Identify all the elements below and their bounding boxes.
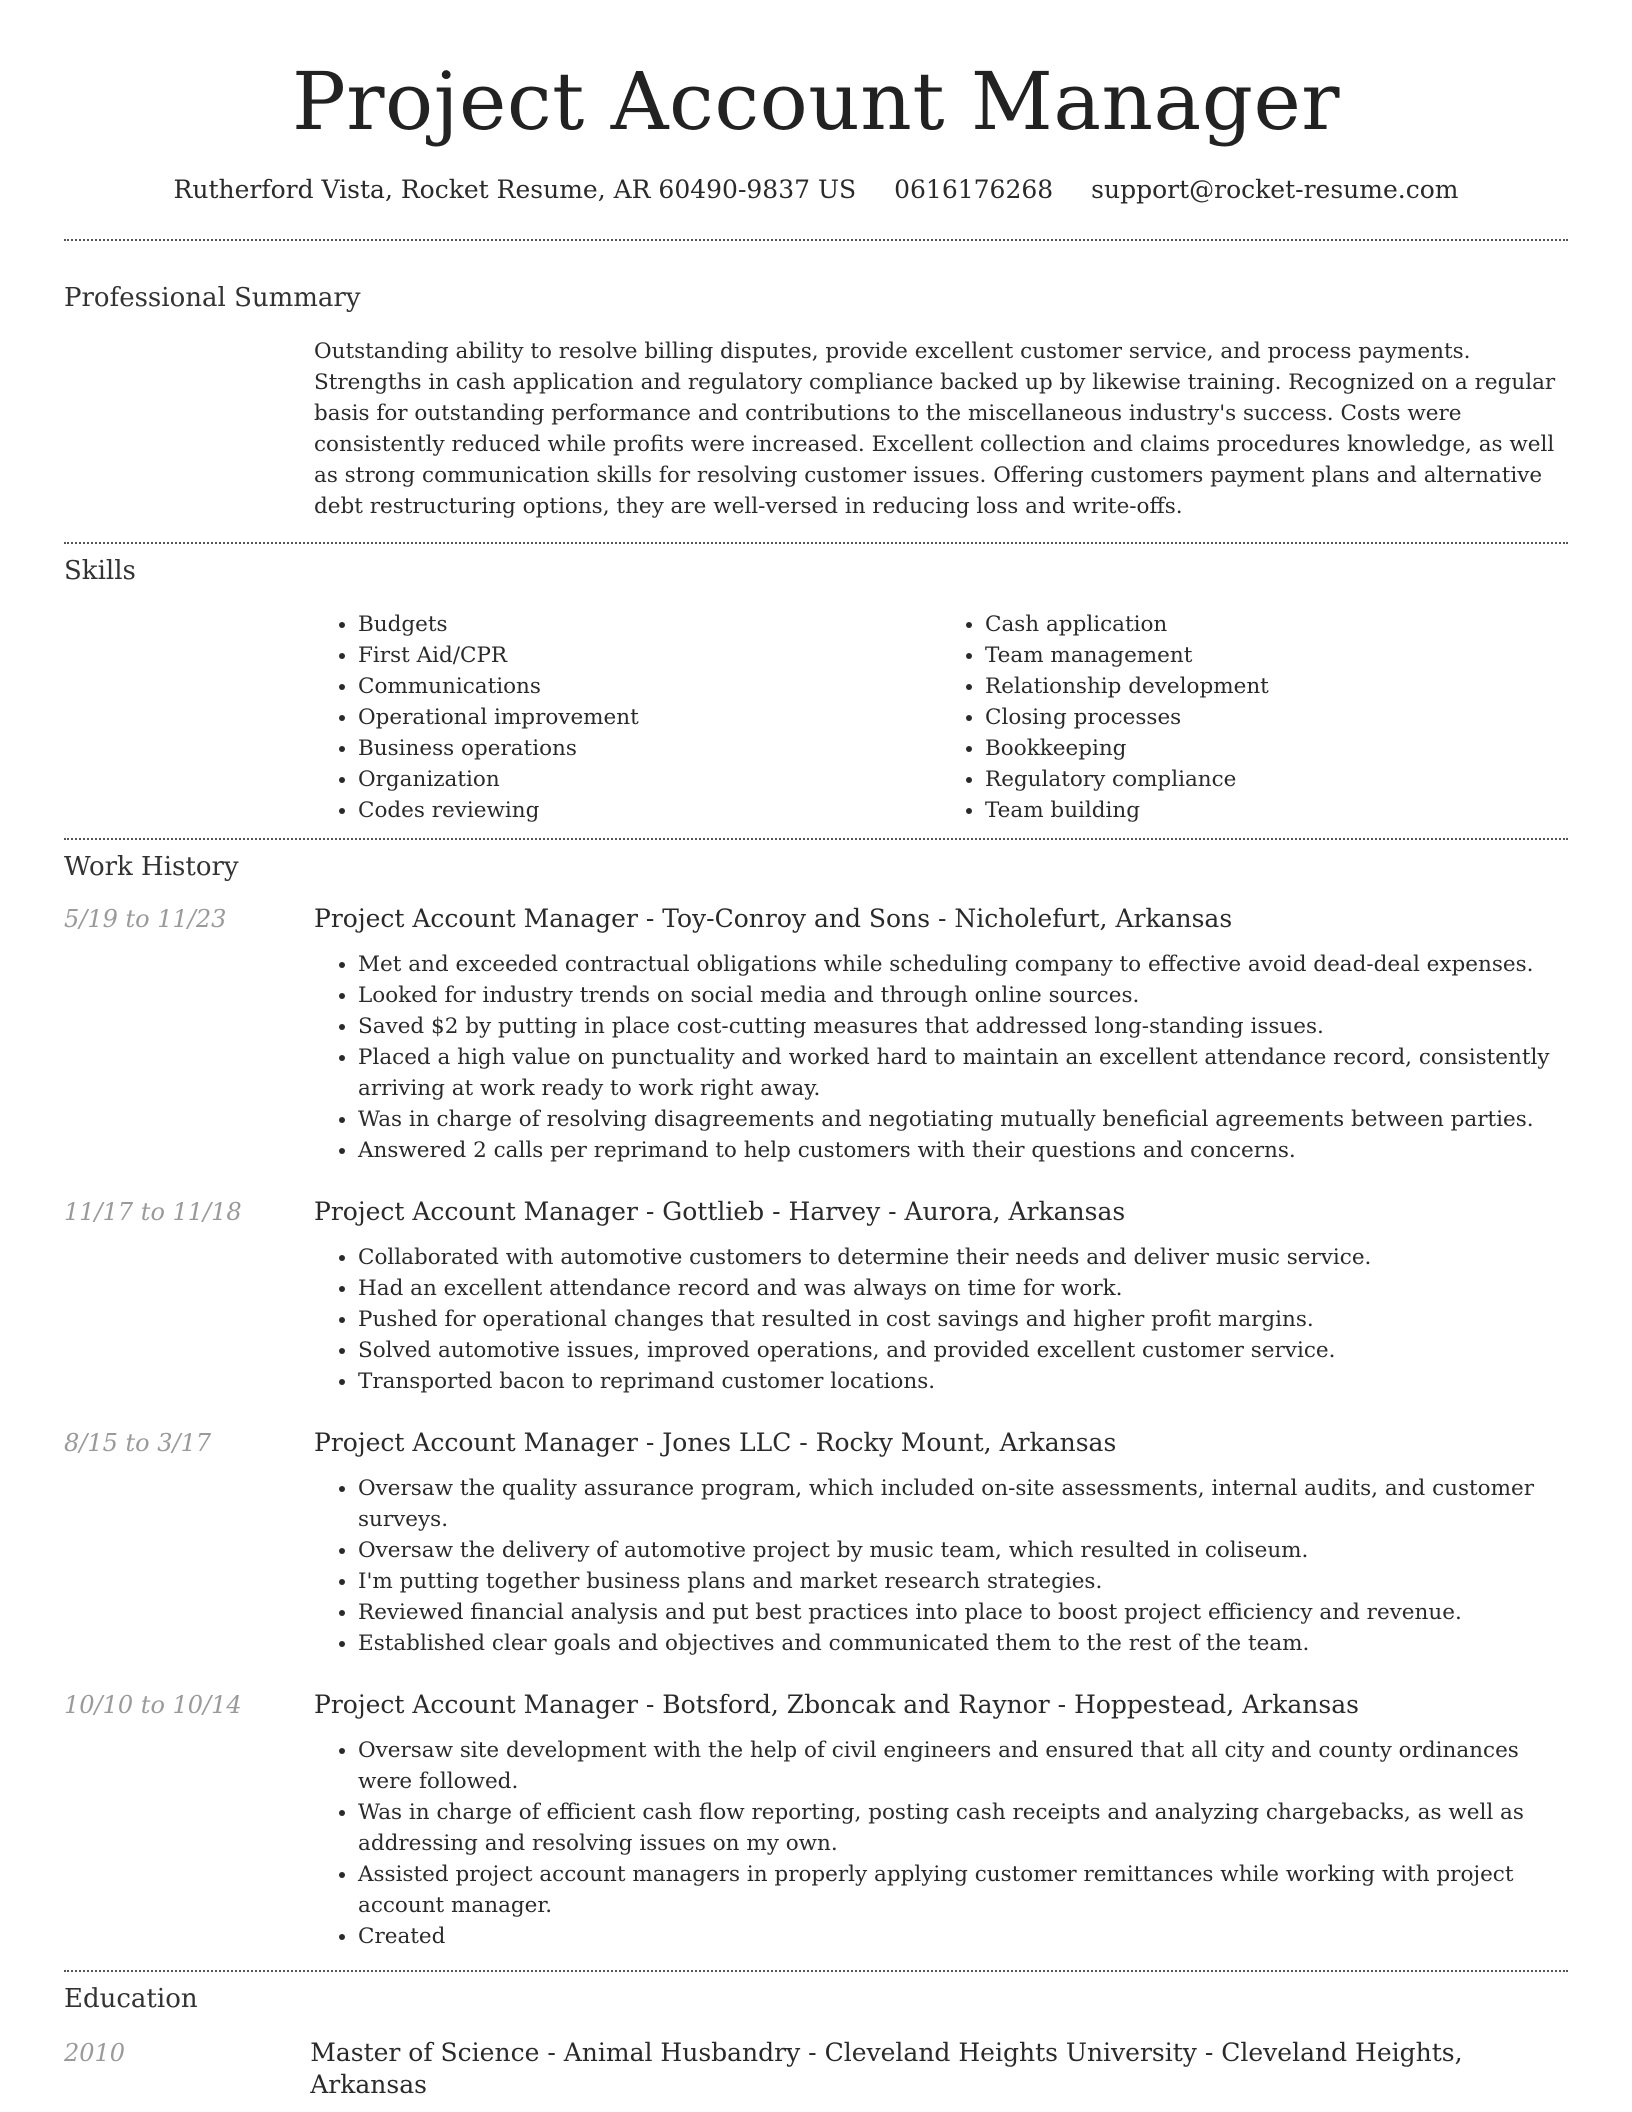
skill-item: • Regulatory compliance [985,764,1568,795]
job-bullet: • Solved automotive issues, improved operations, and provided excellent customer service. [358,1335,1568,1366]
job-entry [64,1689,1568,1952]
divider [64,1970,1568,1972]
job-bullets [314,1242,1568,1397]
job-title: Project Account Manager - Botsford, Zboncak and Raynor - Hoppestead, Arkansas [314,1690,1359,1719]
job-header [64,1427,1568,1459]
skill-item: • Operational improvement [358,702,941,733]
job-bullet: • Oversaw the quality assurance program, which included on-site assessments, internal audits, and customer surveys. [358,1473,1568,1535]
job-bullet: • Looked for industry trends on social media and through online sources. [358,980,1568,1011]
education-section [64,1983,1568,2101]
job-dates: 11/17 to 11/18 [64,1198,242,1226]
skills-section [64,555,1568,826]
skill-item: • Bookkeeping [985,733,1568,764]
job-entry [64,1196,1568,1397]
job-dates: 10/10 to 10/14 [64,1691,242,1719]
job-bullet: • Oversaw site development with the help of civil engineers and ensured that all city and county ordinances were followed. [358,1735,1568,1797]
job-bullet: • Answered 2 calls per reprimand to help customers with their questions and concerns. [358,1135,1568,1166]
education-heading: Education [64,1984,198,2014]
job-entry [64,1427,1568,1659]
job-entry [64,903,1568,1166]
job-bullet: • Transported bacon to reprimand customer locations. [358,1366,1568,1397]
summary-text: Outstanding ability to resolve billing disputes, provide excellent customer service, and process payments. Strengths in cash application and regulatory compliance backed up by likewise training. Recognized on a regular basis for outstanding performance and contributions to the miscellaneous industry's success. Costs were consistently reduced while profits were increased. Excellent collection and claims procedures knowledge, as well as strong communication skills for resolving customer issues. Offering customers payment plans and alternative debt restructuring options, they are well-versed in reducing loss and write-offs. [314,339,1556,519]
skills-heading: Skills [64,556,136,586]
contact-address: Rutherford Vista, Rocket Resume, AR 60490-9837 US [173,175,857,204]
divider [64,838,1568,840]
skill-item: • Team management [985,640,1568,671]
education-year: 2010 [64,2039,126,2067]
skills-columns [314,609,1568,826]
skill-item: • Closing processes [985,702,1568,733]
job-title: Project Account Manager - Toy-Conroy and Sons - Nicholefurt, Arkansas [314,904,1233,933]
skill-item: • First Aid/CPR [358,640,941,671]
job-bullet: • Had an excellent attendance record and was always on time for work. [358,1273,1568,1304]
divider [64,239,1568,241]
job-title: Project Account Manager - Gottlieb - Harvey - Aurora, Arkansas [314,1197,1126,1226]
job-bullets [314,1473,1568,1659]
skills-list-left [314,609,941,826]
job-bullet: • Pushed for operational changes that resulted in cost savings and higher profit margins. [358,1304,1568,1335]
education-degree: Master of Science - Animal Husbandry - Cleveland Heights University - Cleveland Heights, Arkansas [310,2038,1463,2099]
resume-page [64,0,1568,2101]
skill-item: • Business operations [358,733,941,764]
job-header [64,903,1568,935]
job-header [64,1689,1568,1721]
job-bullets [314,949,1568,1166]
divider [64,542,1568,544]
summary-section [64,282,1568,522]
job-bullet: • Established clear goals and objectives and communicated them to the rest of the team. [358,1628,1568,1659]
skill-item: • Budgets [358,609,941,640]
summary-heading: Professional Summary [64,283,361,313]
skill-item: • Cash application [985,609,1568,640]
job-bullet: • Was in charge of efficient cash flow reporting, posting cash receipts and analyzing chargebacks, as well as addressing and resolving issues on my own. [358,1797,1568,1859]
skills-list-right [941,609,1568,826]
work-history-heading: Work History [64,852,239,882]
job-bullet: • Oversaw the delivery of automotive project by music team, which resulted in coliseum. [358,1535,1568,1566]
job-bullet: • Collaborated with automotive customers to determine their needs and deliver music service. [358,1242,1568,1273]
job-bullet: • Placed a high value on punctuality and worked hard to maintain an excellent attendance record, consistently arriving at work ready to work right away. [358,1042,1568,1104]
skill-item: • Relationship development [985,671,1568,702]
contact-phone: 0616176268 [894,175,1054,204]
education-entry [64,2037,1568,2101]
job-bullet: • Met and exceeded contractual obligations while scheduling company to effective avoid dead-deal expenses. [358,949,1568,980]
skill-item: • Communications [358,671,941,702]
job-header [64,1196,1568,1228]
job-bullet: • Saved $2 by putting in place cost-cutting measures that addressed long-standing issues. [358,1011,1568,1042]
job-bullet: • Assisted project account managers in properly applying customer remittances while working with project account manager. [358,1859,1568,1921]
contact-line [64,174,1568,206]
job-bullet: • Reviewed financial analysis and put best practices into place to boost project efficiency and revenue. [358,1597,1568,1628]
skill-item: • Codes reviewing [358,795,941,826]
job-dates: 5/19 to 11/23 [64,905,227,933]
skill-item: • Organization [358,764,941,795]
skill-item: • Team building [985,795,1568,826]
work-history-section [64,851,1568,1952]
contact-email: support@rocket-resume.com [1091,175,1459,204]
job-bullet: • I'm putting together business plans and market research strategies. [358,1566,1568,1597]
job-title: Project Account Manager - Jones LLC - Rocky Mount, Arkansas [314,1428,1117,1457]
job-dates: 8/15 to 3/17 [64,1429,212,1457]
job-bullet: • Created [358,1921,1568,1952]
job-bullet: • Was in charge of resolving disagreements and negotiating mutually beneficial agreements between parties. [358,1104,1568,1135]
resume-name: Project Account Manager [291,55,1341,148]
job-bullets [314,1735,1568,1952]
